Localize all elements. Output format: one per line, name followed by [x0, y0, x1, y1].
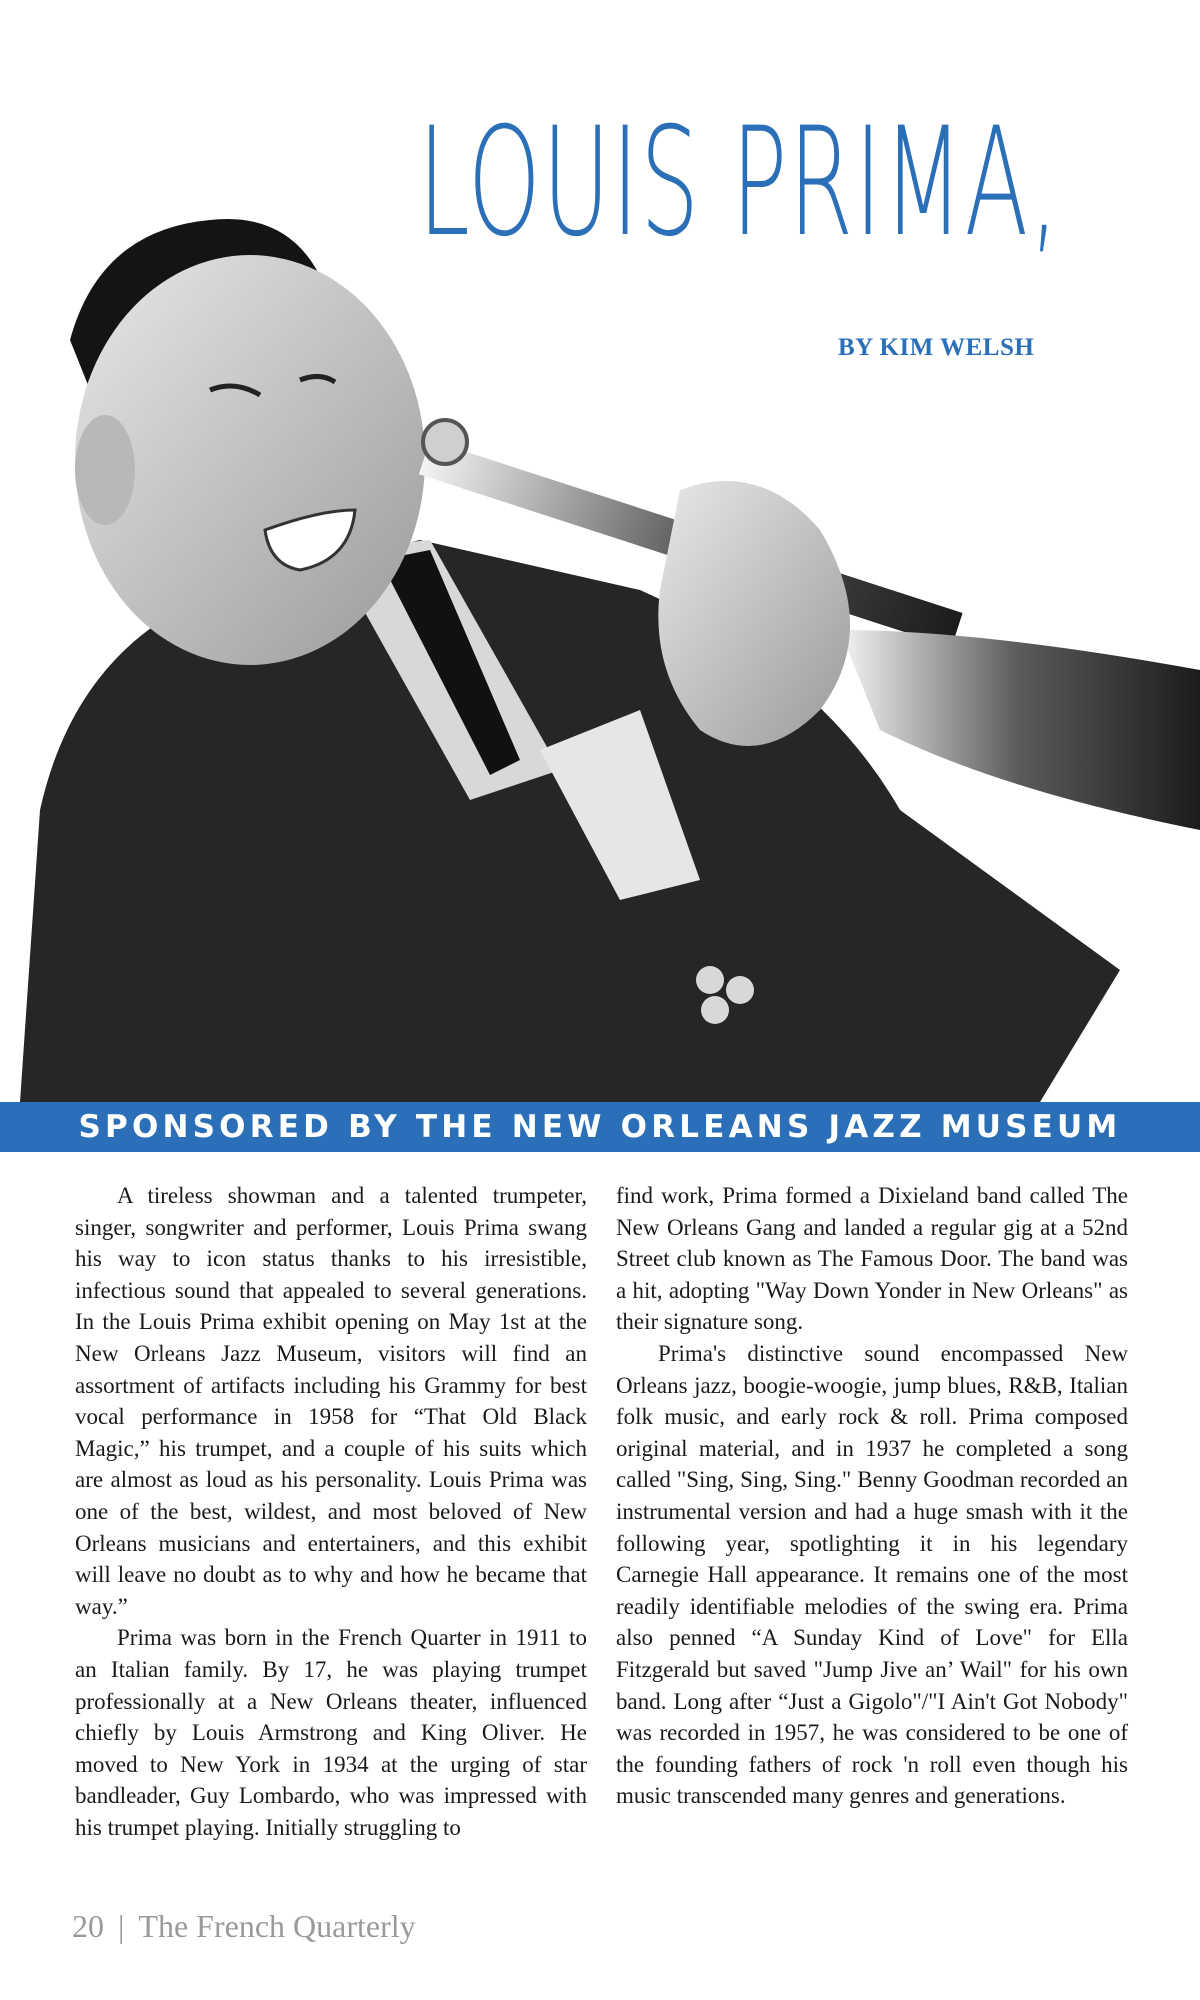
- page-footer: [72, 1908, 416, 1945]
- paragraph: Prima's distinctive sound encompassed New Orleans jazz, boogie-woogie, jump blues, R&B, Italian folk music, and early rock & roll. Prima composed original material, and in 1937 he completed a song called "Sing, Sing, Sing." Benny Goodman recorded an instrumental version and had a huge smash with it the following year, spotlighting it in his legendary Carnegie Hall appearance. It remains one of the most readily identifiable melodies of the swing era. Prima also penned “A Sunday Kind of Love" for Ella Fitzgerald but saved "Jump Jive an’ Wail" for his own band. Long after “Just a Gigolo"/"I Ain't Got Nobody" was recorded in 1957, he was considered to be one of the founding fathers of rock 'n roll even though his music transcended many genres and generations.: [616, 1340, 1128, 1809]
- article-byline: BY KIM WELSH: [838, 334, 1035, 361]
- paragraph: find work, Prima formed a Dixieland band called The New Orleans Gang and landed a regular gig at a 52nd Street club known as The Famous Door. The band was a hit, adopting "Way Down Yonder in New Orleans" as their signature song.: [616, 1183, 1128, 1335]
- portrait-photo: [0, 96, 1200, 1102]
- article-title: LOUIS PRIMA,: [418, 96, 1061, 270]
- article-column-right: [616, 1180, 1128, 1812]
- paragraph: Prima was born in the French Quarter in 1911 to an Italian family. By 17, he was playing trumpet professionally at a New Orleans theater, influenced chiefly by Louis Armstrong and King Oliver. He moved to New York in 1934 at the urging of star bandleader, Guy Lombardo, who was impressed with his trumpet playing. Initially struggling to: [75, 1625, 587, 1840]
- article-column-left: [75, 1180, 587, 1843]
- footer-separator: |: [118, 1908, 125, 1944]
- page-number: 20: [72, 1908, 104, 1944]
- sponsor-banner: SPONSORED BY THE NEW ORLEANS JAZZ MUSEUM: [0, 1102, 1200, 1152]
- publication-name: The French Quarterly: [138, 1908, 416, 1944]
- paragraph: A tireless showman and a talented trumpeter, singer, songwriter and performer, Louis Prima swang his way to icon status thanks to his irresistible, infectious sound that appealed to several generations. In the Louis Prima exhibit opening on May 1st at the New Orleans Jazz Museum, visitors will find an assortment of artifacts including his Grammy for best vocal performance in 1958 for “That Old Black Magic,” his trumpet, and a couple of his suits which are almost as loud as his personality. Louis Prima was one of the best, wildest, and most beloved of New Orleans musicians and entertainers, and this exhibit will leave no doubt as to why and how he became that way.”: [75, 1183, 587, 1619]
